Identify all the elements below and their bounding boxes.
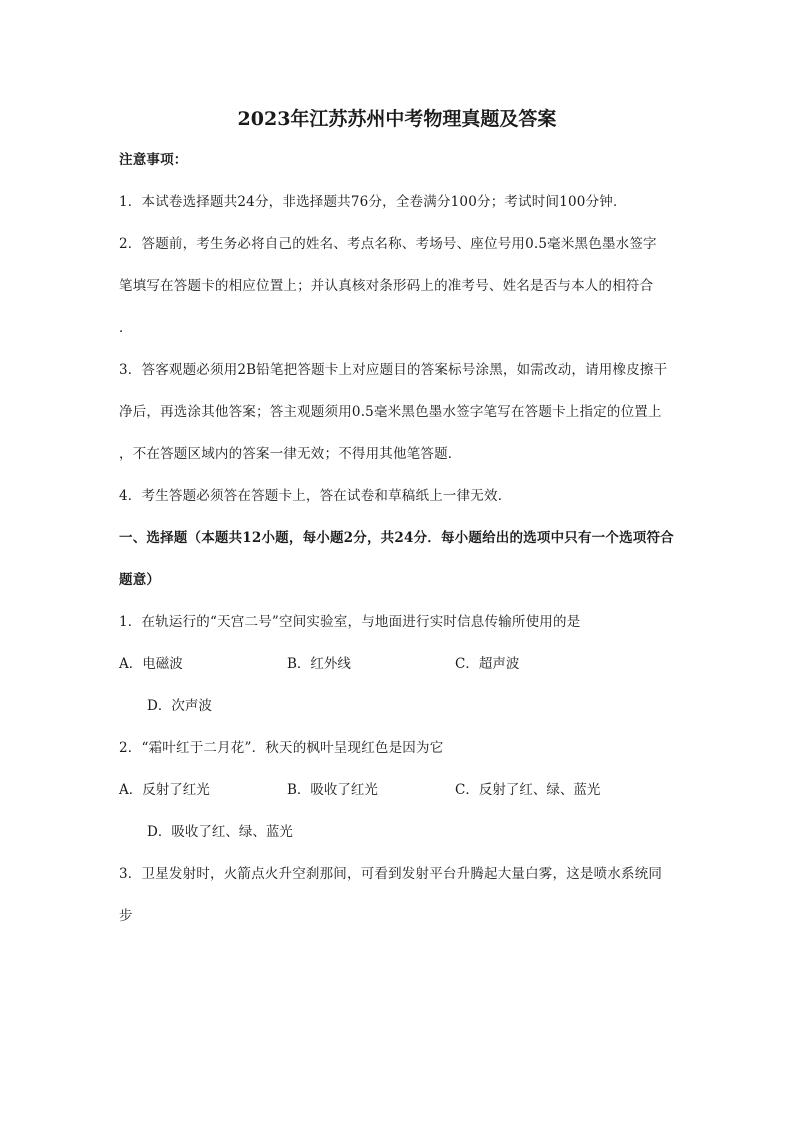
section-heading-line-1: 一、选择题（本题共12小题，每小题2分，共24分．每小题给出的选项中只有一个选项符合 xyxy=(119,530,674,546)
question-3-stem-line-1: 3．卫星发射时，火箭点火升空刹那间，可看到发射平台升腾起大量白雾，这是喷水系统同 xyxy=(119,866,663,882)
notice-item-2-line-3: ． xyxy=(119,320,133,336)
notice-item-4: 4．考生答题必须答在答题卡上，答在试卷和草稿纸上一律无效． xyxy=(119,488,512,504)
question-1-stem: 1．在轨运行的“天宫二号”空间实验室，与地面进行实时信息传输所使用的是 xyxy=(119,614,581,630)
notice-item-3-line-3: ，不在答题区域内的答案一律无效；不得用其他笔答题． xyxy=(119,446,462,462)
notice-item-1: 1．本试卷选择题共24分，非选择题共76分，全卷满分100分；考试时间100分钟． xyxy=(119,194,627,210)
question-1-option-c: C．超声波 xyxy=(455,656,520,672)
question-2-option-c: C．反射了红、绿、蓝光 xyxy=(455,782,601,798)
document-title: 2023年江苏苏州中考物理真题及答案 xyxy=(237,108,557,130)
notice-heading: 注意事项： xyxy=(119,152,188,168)
question-2-option-a: A．反射了红光 xyxy=(119,782,210,798)
question-1-option-a: A．电磁波 xyxy=(119,656,183,672)
question-3-stem-line-2: 步 xyxy=(119,908,133,924)
notice-item-2-line-1: 2．答题前，考生务必将自己的姓名、考点名称、考场号、座位号用0.5毫米黑色墨水签字 xyxy=(119,236,657,252)
question-1-option-b: B．红外线 xyxy=(287,656,351,672)
section-heading-line-2: 题意） xyxy=(119,572,161,588)
question-2-option-b: B．吸收了红光 xyxy=(287,782,378,798)
question-2-option-d: D．吸收了红、绿、蓝光 xyxy=(147,824,293,840)
notice-item-3-line-1: 3．答客观题必须用2B铅笔把答题卡上对应题目的答案标号涂黑，如需改动，请用橡皮擦干 xyxy=(119,362,668,378)
question-1-option-d: D．次声波 xyxy=(147,698,212,714)
notice-item-3-line-2: 净后，再选涂其他答案；答主观题须用0.5毫米黑色墨水签字笔写在答题卡上指定的位置上 xyxy=(119,404,662,420)
question-2-stem: 2．“霜叶红于二月花”．秋天的枫叶呈现红色是因为它 xyxy=(119,740,444,756)
notice-item-2-line-2: 笔填写在答题卡的相应位置上；并认真核对条形码上的准考号、姓名是否与本人的相符合 xyxy=(119,278,654,294)
